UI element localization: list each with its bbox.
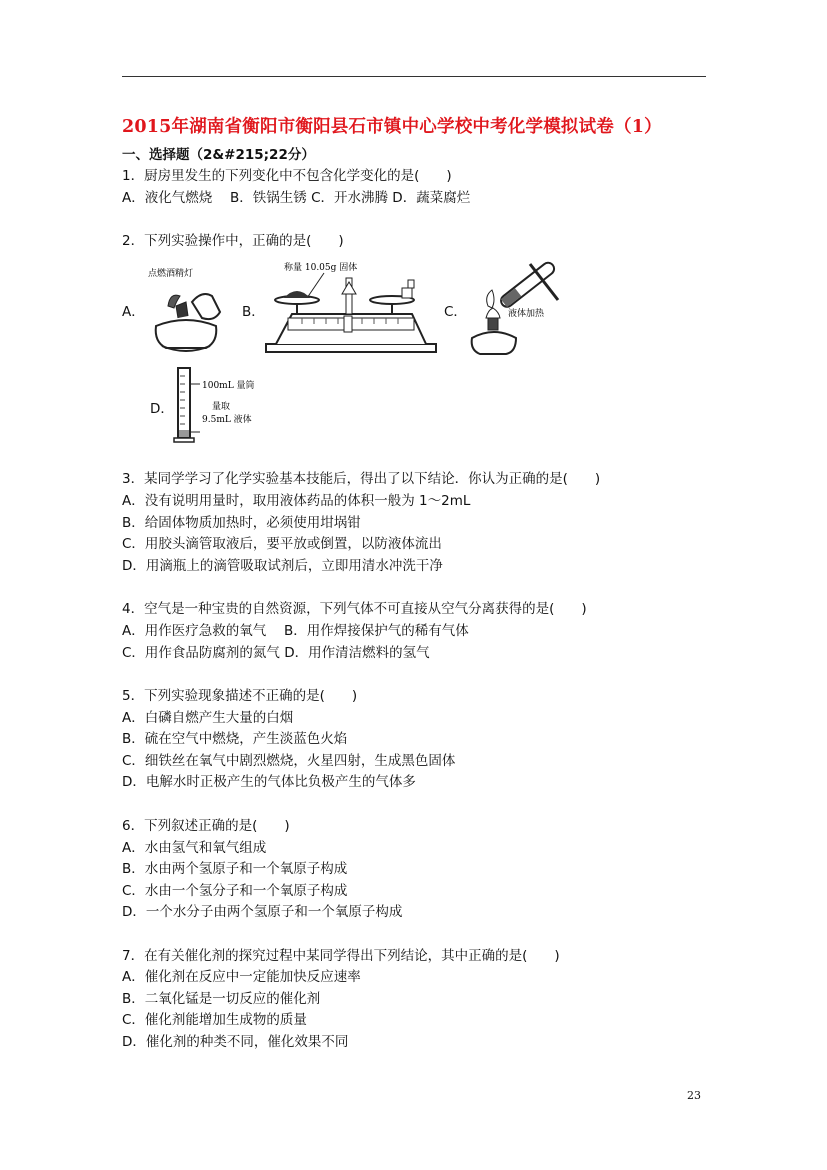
page-number: 23 — [687, 1089, 701, 1102]
q6-option-d: D．一个水分子由两个氢原子和一个氧原子构成 — [122, 904, 403, 920]
q1-stem: 1．厨房里发生的下列变化中不包含化学变化的是( ) — [122, 168, 452, 184]
q3-option-d: D．用滴瓶上的滴管吸取试剂后，立即用清水冲洗干净 — [122, 558, 443, 574]
q7-stem: 7．在有关催化剂的探究过程中某同学得出下列结论，其中正确的是( ) — [122, 948, 560, 964]
figure-c-caption: 液体加热 — [508, 309, 545, 319]
q6-option-a: A．水由氢气和氧气组成 — [122, 840, 267, 856]
q4-stem: 4．空气是一种宝贵的自然资源，下列气体不可直接从空气分离获得的是( ) — [122, 601, 587, 617]
q6-option-c: C．水由一个氢分子和一个氧原子构成 — [122, 883, 348, 899]
q7-option-a: A．催化剂在反应中一定能加快反应速率 — [122, 969, 361, 985]
q3-option-c: C．用胶头滴管取液后，要平放或倒置，以防液体流出 — [122, 536, 442, 552]
figure-light-alcohol-lamp — [146, 262, 226, 358]
figure-b-caption: 称量 10.05g 固体 — [284, 263, 358, 273]
q2-option-d-label: D． — [150, 401, 174, 417]
q3-stem: 3．某同学学习了化学实验基本技能后，得出了以下结论．你认为正确的是( ) — [122, 471, 601, 487]
q7-option-b: B．二氧化锰是一切反应的催化剂 — [122, 991, 321, 1007]
q2-option-b-label: B． — [242, 304, 265, 320]
q3-option-b: B．给固体物质加热时，必须使用坩埚钳 — [122, 515, 361, 531]
figure-a-caption: 点燃酒精灯 — [148, 269, 194, 279]
q2-option-c-label: C． — [444, 304, 467, 320]
q1-options: A．液化气燃烧 B．铁锅生锈 C．开水沸腾 D．蔬菜腐烂 — [122, 190, 471, 206]
figure-balance-scale — [262, 258, 440, 354]
exam-title: 2015年湖南省衡阳市衡阳县石市镇中心学校中考化学模拟试卷（1） — [122, 117, 662, 137]
figure-d-caption-3: 9.5mL 液体 — [202, 415, 252, 425]
q5-option-a: A．白磷自燃产生大量的白烟 — [122, 710, 294, 726]
q7-option-c: C．催化剂能增加生成物的质量 — [122, 1012, 307, 1028]
q2-option-a-label: A． — [122, 304, 145, 320]
q7-option-d: D．催化剂的种类不同，催化效果不同 — [122, 1034, 349, 1050]
figure-graduated-cylinder — [172, 364, 292, 444]
q2-stem: 2．下列实验操作中，正确的是( ) — [122, 233, 344, 249]
q4-options-ab: A．用作医疗急救的氧气 B．用作焊接保护气的稀有气体 — [122, 623, 469, 639]
q4-options-cd: C．用作食品防腐剂的氮气 D．用作清洁燃料的氢气 — [122, 645, 430, 661]
q5-option-b: B．硫在空气中燃烧，产生淡蓝色火焰 — [122, 731, 348, 747]
q3-option-a: A．没有说明用量时，取用液体药品的体积一般为 1～2mL — [122, 493, 471, 509]
figure-d-caption-1: 100mL 量筒 — [202, 381, 255, 391]
q5-option-c: C．细铁丝在氧气中剧烈燃烧，火星四射，生成黑色固体 — [122, 753, 456, 769]
figure-heat-liquid — [466, 256, 566, 356]
header-rule — [122, 76, 706, 77]
q6-stem: 6．下列叙述正确的是( ) — [122, 818, 290, 834]
section-heading: 一、选择题（2&#215;22分） — [122, 147, 315, 163]
figure-d-caption-2: 量取 — [212, 402, 231, 412]
q5-option-d: D．电解水时正极产生的气体比负极产生的气体多 — [122, 774, 416, 790]
q6-option-b: B．水由两个氢原子和一个氧原子构成 — [122, 861, 348, 877]
q5-stem: 5．下列实验现象描述不正确的是( ) — [122, 688, 358, 704]
